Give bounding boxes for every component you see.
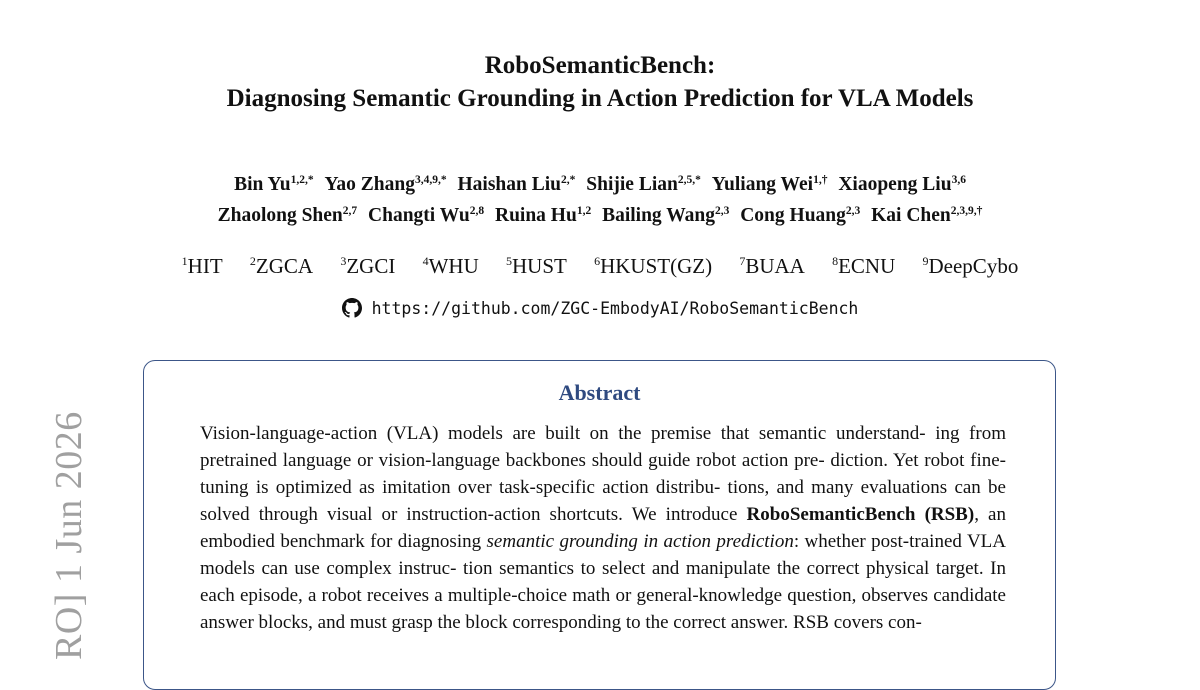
affiliation-number: 6 [594,254,601,268]
affiliation-number: 4 [422,254,429,268]
author-name: Zhaolong Shen [217,205,343,226]
affiliation-number: 1 [181,254,188,268]
affiliation [340,254,395,278]
author-name: Xiaopeng Liu [838,174,952,195]
affiliation-number: 5 [505,254,512,268]
author-affil-sup: 2,7 [342,205,358,217]
author [234,174,314,195]
affiliation [250,254,313,278]
affiliation-name: HKUST(GZ) [600,254,713,278]
affiliations [0,251,1200,281]
author-name: Bailing Wang [602,205,715,226]
author-name: Shijie Lian [586,174,678,195]
affiliation-name: ZGCA [255,254,314,278]
affiliation [739,254,805,278]
abstract-heading: Abstract [558,380,641,405]
affiliation-name: ECNU [838,254,896,278]
affiliation-name: ZGCI [346,254,396,278]
author-name: Yuliang Wei [711,174,814,195]
authors-row-2 [0,200,1200,231]
repo-link-row [0,296,1200,322]
repo-link[interactable]: https://github.com/ZGC-EmbodyAI/RoboSemanticBench [371,299,859,318]
author-affil-sup: 2,* [561,174,576,186]
author [871,205,982,226]
affiliation-number: 2 [249,254,256,268]
affiliation [923,254,1019,278]
affiliation-name: WHU [428,254,479,278]
paper-title-line1: RoboSemanticBench: [484,52,716,79]
affiliation-name: BUAA [745,254,805,278]
author-name: Ruina Hu [494,205,577,226]
affiliation-name: HIT [187,254,223,278]
author-affil-sup: 2,3 [714,205,730,217]
author-affil-sup: 2,3,9,† [950,205,983,217]
author [586,174,701,195]
affiliation [182,254,223,278]
author-affil-sup: 3,4,9,* [415,174,447,186]
abstract-text [200,420,1006,636]
author-affil-sup: 1,2,* [290,174,314,186]
abstract-box [143,360,1056,690]
author-name: Yao Zhang [324,174,415,195]
author [458,174,576,195]
author-name: Bin Yu [234,174,291,195]
affiliation-number: 3 [340,254,347,268]
affiliation-number: 7 [739,254,746,268]
author-name: Kai Chen [871,205,951,226]
author [495,205,591,226]
author [325,174,447,195]
abstract-text-part: : whether post-trained VLA models can use complex instruc- tion semantics to select and manipulate the correct physical target. In each episode, a robot receives a multiple-choice math or general-knowledge question, observes candidate answer blocks, and must grasp the block corresponding to the correct answer. RSB covers con- [200,531,1006,633]
author-affil-sup: 1,† [813,174,828,186]
author-affil-sup: 2,5,* [677,174,701,186]
author [218,205,358,226]
affiliation-name: HUST [511,254,567,278]
arxiv-stamp: RO] 1 Jun 2026 [48,411,90,660]
author-affil-sup: 2,8 [469,205,485,217]
affiliation [423,254,479,278]
github-icon [342,298,362,318]
affiliation-name: DeepCybo [928,254,1019,278]
author [838,174,966,195]
author-name: Cong Huang [740,205,846,226]
author [740,205,860,226]
affiliation-number: 8 [832,254,839,268]
author [602,205,729,226]
author [368,205,484,226]
affiliation [506,254,567,278]
author-name: Changti Wu [368,205,470,226]
author-affil-sup: 1,2 [576,205,592,217]
affiliation [594,254,712,278]
author-affil-sup: 2,3 [845,205,861,217]
affiliation-number: 9 [922,254,929,268]
author-affil-sup: 3,6 [951,174,966,186]
author [712,174,828,195]
authors-row-1 [0,169,1200,200]
abstract-text-part: Vision-language-action (VLA) models are built on the premise that semantic understand- ing from pretrained language or vision-language backbones should guide robot action pre- diction. Yet robot fine-tuning is optimized as imitation over task-specific action distribu- tions, and many evaluations can be solved through visual or instruction-action shortcuts. We introduce [200,423,1006,525]
abstract-emphasis: semantic grounding in action prediction [486,531,794,552]
paper-title-line2: Diagnosing Semantic Grounding in Action Prediction for VLA Models [226,85,974,112]
author-name: Haishan Liu [457,174,562,195]
abstract-text-part: , an embodied benchmark for diagnosing [200,504,1006,552]
abstract-benchmark-name: RoboSemanticBench (RSB) [746,504,975,525]
affiliation [832,254,895,278]
